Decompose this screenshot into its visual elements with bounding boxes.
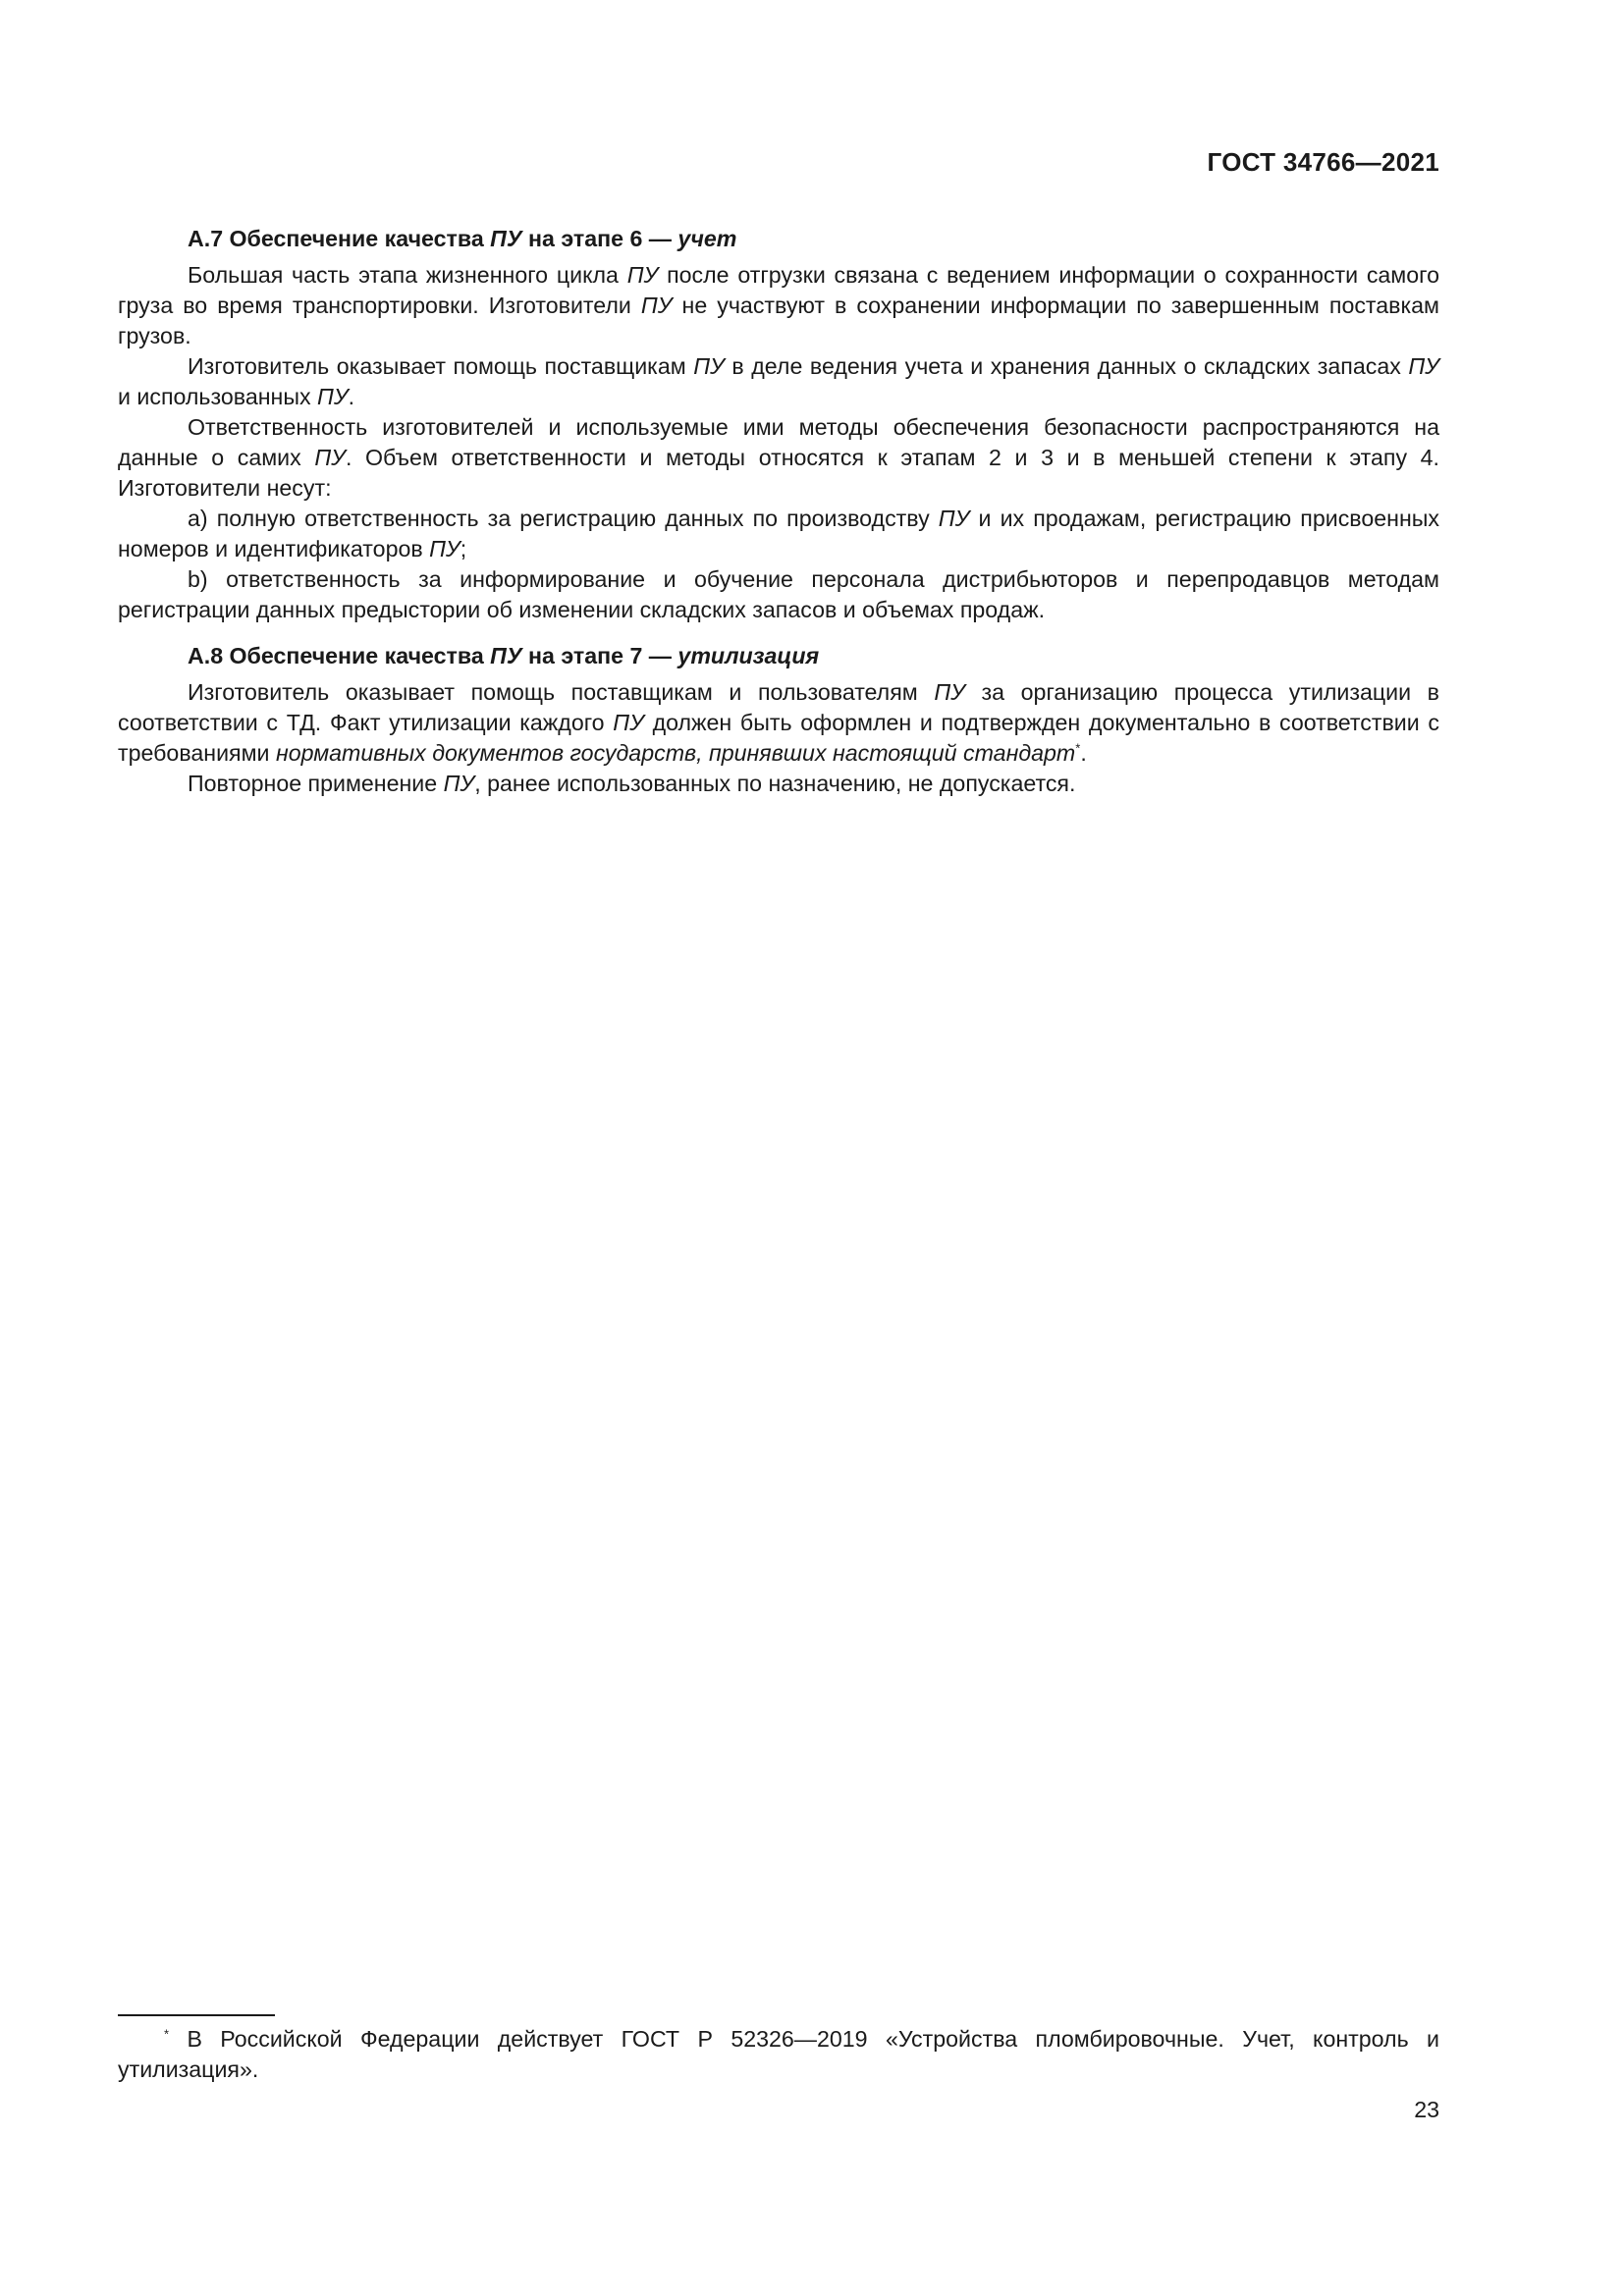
text-run: после отгрузки связана с ведением информации о сохранности самого груза во время транспортировки. Изготовители — [118, 262, 1439, 318]
page-number: 23 — [1414, 2097, 1439, 2122]
footnote — [118, 2024, 1439, 2085]
main-content — [118, 224, 1439, 799]
text-run: Большая часть этапа жизненного цикла — [188, 262, 627, 288]
text-run: должен быть оформлен и подтвержден документально в соответствии с требованиями — [118, 710, 1440, 766]
section-heading-a7: А.7 Обеспечение качества ПУ на этапе 6 — учет — [188, 226, 737, 251]
text-run: . — [1080, 740, 1087, 766]
italic-term: ПУ — [429, 536, 460, 561]
italic-term: ПУ — [640, 293, 673, 318]
paragraph — [118, 412, 1439, 504]
italic-term: ПУ — [314, 445, 346, 470]
italic-term: ПУ — [934, 679, 965, 705]
italic-term: ПУ — [938, 506, 970, 531]
text-run: Ответственность изготовителей и используемые ими методы обеспечения безопасности распространяются на данные о самих — [118, 414, 1439, 470]
text-run: b) ответственность за информирование и обучение персонала дистрибьюторов и перепродавцов методам регистрации данных предыстории об изменении складских запасов и объемах продаж. — [118, 566, 1439, 622]
footnote-divider — [118, 2014, 275, 2016]
italic-term: нормативных документов государств, принявших настоящий стандарт — [275, 740, 1076, 766]
list-item-b — [118, 564, 1439, 625]
text-run: и их продажам, регистрацию присвоенных номеров и идентификаторов — [118, 506, 1440, 561]
running-head-standard-id: ГОСТ 34766—2021 — [1207, 147, 1439, 177]
list-item-a — [118, 504, 1439, 564]
text-run: a) полную ответственность за регистрацию данных по производству — [188, 506, 939, 531]
italic-term: ПУ — [693, 353, 725, 379]
italic-term: ПУ — [613, 710, 644, 735]
italic-term: ПУ — [626, 262, 659, 288]
text-run: в деле ведения учета и хранения данных о складских запасах — [724, 353, 1409, 379]
text-run: . Объем ответственности и методы относятся к этапам 2 и 3 и в меньшей степени к этапу 4. Изготовители несут: — [118, 445, 1439, 501]
section-heading-a8: А.8 Обеспечение качества ПУ на этапе 7 — утилизация — [188, 643, 820, 668]
paragraph — [118, 769, 1439, 799]
text-run: Изготовитель оказывает помощь поставщикам — [188, 353, 694, 379]
text-run: за организацию процесса утилизации в соответствии с ТД. Факт утилизации каждого — [118, 679, 1439, 735]
text-run: Повторное применение — [188, 771, 444, 796]
text-run: , ранее использованных по назначению, не допускается. — [474, 771, 1076, 796]
paragraph — [118, 260, 1439, 351]
text-run: Изготовитель оказывает помощь поставщикам и пользователям — [188, 679, 935, 705]
text-run: ; — [460, 536, 467, 561]
text-run: и использованных — [118, 384, 318, 409]
italic-term: ПУ — [1408, 353, 1439, 379]
text-run: не участвуют в сохранении информации по завершенным поставкам грузов. — [118, 293, 1439, 348]
paragraph — [118, 677, 1439, 769]
footnote-marker: * — [164, 2026, 170, 2042]
italic-term: ПУ — [317, 384, 349, 409]
paragraph — [118, 351, 1439, 412]
footnote-ref: * — [1075, 740, 1081, 756]
italic-term: ПУ — [443, 771, 475, 796]
footnote-text: В Российской Федерации действует ГОСТ Р 52326—2019 «Устройства пломбировочные. Учет, контроль и утилизация». — [118, 2026, 1439, 2082]
text-run: . — [348, 384, 355, 409]
